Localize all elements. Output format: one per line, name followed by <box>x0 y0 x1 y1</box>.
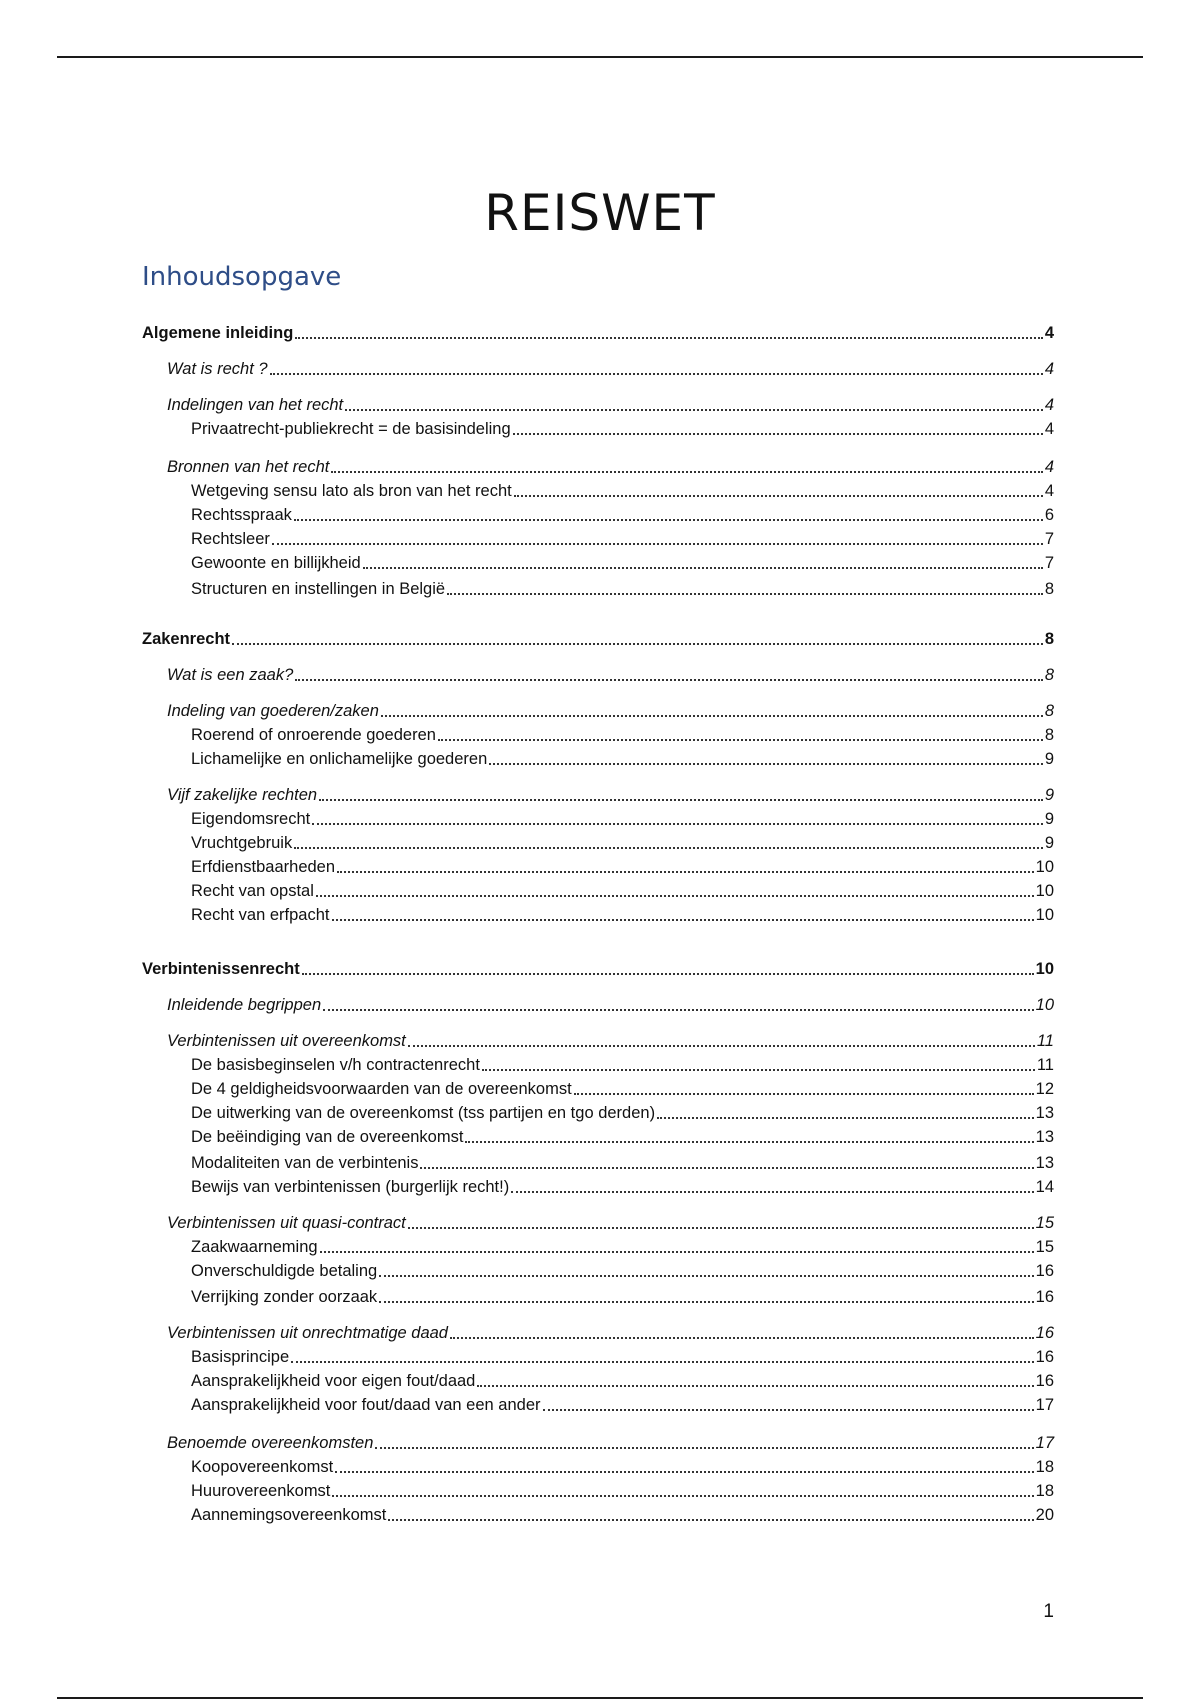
toc-entry[interactable] <box>142 1078 1054 1100</box>
toc-entry-page: 8 <box>1044 580 1054 598</box>
toc-entry-label: Zaakwaarneming <box>191 1238 318 1256</box>
toc-dot-leader <box>294 847 1043 849</box>
toc-entry-label: De basisbeginselen v/h contractenrecht <box>191 1056 480 1074</box>
toc-entry-page: 8 <box>1044 702 1054 720</box>
toc-entry[interactable] <box>142 1126 1054 1148</box>
toc-entry-page: 18 <box>1035 1458 1054 1476</box>
toc-entry[interactable] <box>142 1394 1054 1416</box>
toc-entry[interactable] <box>142 832 1054 854</box>
toc-dot-leader <box>232 643 1043 645</box>
toc-entry-label: Indeling van goederen/zaken <box>167 702 379 720</box>
toc-entry-label: Privaatrecht-publiekrecht = de basisindeling <box>191 420 511 438</box>
toc-entry[interactable] <box>142 578 1054 600</box>
toc-entry-page: 12 <box>1035 1080 1054 1098</box>
toc-dot-leader <box>332 1495 1033 1497</box>
toc-entry[interactable] <box>142 1370 1054 1392</box>
toc-entry-page: 16 <box>1035 1262 1054 1280</box>
toc-entry-label: Roerend of onroerende goederen <box>191 726 436 744</box>
toc-entry[interactable] <box>142 1176 1054 1198</box>
toc-dot-leader <box>337 871 1034 873</box>
toc-dot-leader <box>438 739 1043 741</box>
toc-entry[interactable] <box>142 504 1054 526</box>
toc-entry-label: Aansprakelijkheid voor fout/daad van een ander <box>191 1396 541 1414</box>
document-title: REISWET <box>484 183 716 242</box>
toc-entry-label: Verbintenissen uit quasi-contract <box>167 1214 406 1232</box>
toc-entry[interactable] <box>142 724 1054 746</box>
toc-entry-label: Erfdienstbaarheden <box>191 858 336 876</box>
toc-dot-leader <box>270 373 1043 375</box>
toc-entry-label: Benoemde overeenkomsten <box>167 1434 374 1452</box>
toc-dot-leader <box>295 337 1043 339</box>
toc-entry[interactable] <box>142 480 1054 502</box>
toc-entry-label: Modaliteiten van de verbintenis <box>191 1154 419 1172</box>
toc-entry[interactable] <box>142 1236 1054 1258</box>
toc-entry-page: 16 <box>1035 1288 1054 1306</box>
toc-dot-leader <box>295 679 1043 681</box>
toc-dot-leader <box>514 495 1043 497</box>
toc-dot-leader <box>465 1141 1033 1143</box>
toc-entry-label: Inleidende begrippen <box>167 996 322 1014</box>
toc-entry-page: 4 <box>1044 360 1054 378</box>
toc-dot-leader <box>294 519 1043 521</box>
toc-entry-page: 4 <box>1044 482 1054 500</box>
toc-entry[interactable] <box>142 552 1054 574</box>
toc-entry[interactable] <box>142 1432 1054 1454</box>
toc-entry[interactable] <box>142 418 1054 440</box>
toc-dot-leader <box>272 543 1043 545</box>
toc-dot-leader <box>388 1519 1033 1521</box>
toc-entry-label: Eigendomsrecht <box>191 810 311 828</box>
toc-dot-leader <box>312 823 1043 825</box>
toc-entry[interactable] <box>142 358 1054 380</box>
toc-entry-label: Algemene inleiding <box>142 324 294 342</box>
toc-entry[interactable] <box>142 1054 1054 1076</box>
toc-entry-page: 8 <box>1044 726 1054 744</box>
toc-entry-page: 15 <box>1035 1214 1054 1232</box>
toc-entry-label: Koopovereenkomst <box>191 1458 334 1476</box>
toc-dot-leader <box>375 1447 1033 1449</box>
toc-entry[interactable] <box>142 528 1054 550</box>
toc-dot-leader <box>511 1191 1033 1193</box>
toc-entry-label: Rechtsspraak <box>191 506 292 524</box>
toc-dot-leader <box>420 1167 1033 1169</box>
toc-entry-label: De uitwerking van de overeenkomst (tss partijen en tgo derden) <box>191 1104 656 1122</box>
toc-entry-page: 4 <box>1044 420 1054 438</box>
toc-entry[interactable] <box>142 1212 1054 1234</box>
toc-entry-label: Verbintenissen uit onrechtmatige daad <box>167 1324 448 1342</box>
toc-dot-leader <box>319 799 1043 801</box>
toc-entry[interactable] <box>142 664 1054 686</box>
page-number: 1 <box>1043 1601 1054 1622</box>
toc-entry[interactable] <box>142 880 1054 902</box>
toc-entry-label: Wat is recht ? <box>167 360 268 378</box>
toc-entry-label: Lichamelijke en onlichamelijke goederen <box>191 750 488 768</box>
toc-dot-leader <box>320 1251 1034 1253</box>
toc-entry-label: Recht van opstal <box>191 882 314 900</box>
toc-dot-leader <box>543 1409 1034 1411</box>
toc-dot-leader <box>447 593 1043 595</box>
toc-dot-leader <box>489 763 1043 765</box>
toc-entry-label: Verrijking zonder oorzaak <box>191 1288 378 1306</box>
toc-entry-label: Aansprakelijkheid voor eigen fout/daad <box>191 1372 476 1390</box>
toc-entry[interactable] <box>142 1480 1054 1502</box>
header-rule <box>57 56 1143 58</box>
toc-entry-page: 10 <box>1035 960 1054 978</box>
toc-entry-label: Wetgeving sensu lato als bron van het recht <box>191 482 512 500</box>
toc-entry-page: 13 <box>1035 1104 1054 1122</box>
toc-entry-page: 4 <box>1044 324 1054 342</box>
toc-entry-page: 17 <box>1035 1434 1054 1452</box>
toc-entry-label: Zakenrecht <box>142 630 231 648</box>
toc-dot-leader <box>332 919 1034 921</box>
toc-entry-label: De 4 geldigheidsvoorwaarden van de overeenkomst <box>191 1080 572 1098</box>
toc-entry-page: 9 <box>1044 810 1054 828</box>
toc-entry[interactable] <box>142 456 1054 478</box>
toc-entry-label: Bronnen van het recht <box>167 458 330 476</box>
toc-entry-page: 7 <box>1044 530 1054 548</box>
toc-dot-leader <box>335 1471 1033 1473</box>
toc-entry-page: 6 <box>1044 506 1054 524</box>
toc-dot-leader <box>302 973 1034 975</box>
toc-entry-page: 11 <box>1036 1056 1054 1074</box>
toc-entry-page: 7 <box>1044 554 1054 572</box>
toc-dot-leader <box>477 1385 1033 1387</box>
toc-entry-label: Onverschuldigde betaling <box>191 1262 378 1280</box>
toc-entry-page: 4 <box>1044 396 1054 414</box>
toc-entry-page: 13 <box>1035 1128 1054 1146</box>
toc-entry[interactable] <box>142 748 1054 770</box>
toc-entry[interactable] <box>142 1152 1054 1174</box>
toc-entry-label: Aannemingsovereenkomst <box>191 1506 387 1524</box>
toc-entry-page: 10 <box>1035 996 1054 1014</box>
footer-rule <box>57 1697 1143 1699</box>
toc-dot-leader <box>657 1117 1034 1119</box>
toc-entry[interactable] <box>142 394 1054 416</box>
toc-entry[interactable] <box>142 1456 1054 1478</box>
toc-entry[interactable] <box>142 958 1054 980</box>
toc-entry-page: 13 <box>1035 1154 1054 1172</box>
toc-entry-label: Indelingen van het recht <box>167 396 344 414</box>
toc-entry-page: 14 <box>1035 1178 1054 1196</box>
toc-dot-leader <box>450 1337 1034 1339</box>
toc-entry-page: 8 <box>1044 630 1054 648</box>
toc-entry-page: 9 <box>1044 786 1054 804</box>
toc-entry[interactable] <box>142 904 1054 926</box>
toc-dot-leader <box>323 1009 1034 1011</box>
toc-entry-page: 10 <box>1035 906 1054 924</box>
toc-entry-page: 8 <box>1044 666 1054 684</box>
toc-entry-page: 15 <box>1035 1238 1054 1256</box>
toc-entry[interactable] <box>142 994 1054 1016</box>
toc-dot-leader <box>379 1301 1033 1303</box>
toc-entry[interactable] <box>142 1346 1054 1368</box>
toc-dot-leader <box>513 433 1043 435</box>
toc-entry[interactable] <box>142 1102 1054 1124</box>
toc-dot-leader <box>408 1227 1034 1229</box>
toc-dot-leader <box>363 567 1043 569</box>
toc-entry-page: 20 <box>1035 1506 1054 1524</box>
toc-entry-page: 18 <box>1035 1482 1054 1500</box>
toc-entry[interactable] <box>142 784 1054 806</box>
toc-entry-page: 9 <box>1044 834 1054 852</box>
toc-dot-leader <box>316 895 1034 897</box>
toc-entry[interactable] <box>142 322 1054 344</box>
toc-dot-leader <box>574 1093 1034 1095</box>
toc-entry-label: Recht van erfpacht <box>191 906 330 924</box>
toc-entry-page: 16 <box>1035 1372 1054 1390</box>
toc-entry-label: De beëindiging van de overeenkomst <box>191 1128 464 1146</box>
toc-entry-label: Rechtsleer <box>191 530 270 548</box>
toc-entry-label: Structuren en instellingen in België <box>191 580 446 598</box>
toc-heading: Inhoudsopgave <box>142 262 342 292</box>
toc-entry[interactable] <box>142 856 1054 878</box>
toc-entry-page: 11 <box>1036 1032 1054 1050</box>
toc-entry-label: Gewoonte en billijkheid <box>191 554 361 572</box>
toc-entry[interactable] <box>142 1260 1054 1282</box>
toc-entry-page: 9 <box>1044 750 1054 768</box>
toc-dot-leader <box>345 409 1043 411</box>
toc-entry[interactable] <box>142 808 1054 830</box>
toc-entry[interactable] <box>142 628 1054 650</box>
toc-entry[interactable] <box>142 1030 1054 1052</box>
toc-entry-label: Vijf zakelijke rechten <box>167 786 318 804</box>
toc-entry-page: 10 <box>1035 858 1054 876</box>
toc-entry[interactable] <box>142 1504 1054 1526</box>
toc-entry-label: Verbintenissen uit overeenkomst <box>167 1032 406 1050</box>
toc-entry-label: Bewijs van verbintenissen (burgerlijk recht!) <box>191 1178 510 1196</box>
toc-entry-page: 16 <box>1035 1324 1054 1342</box>
toc-dot-leader <box>379 1275 1033 1277</box>
toc-dot-leader <box>331 471 1042 473</box>
toc-dot-leader <box>381 715 1043 717</box>
toc-entry[interactable] <box>142 1286 1054 1308</box>
toc-dot-leader <box>482 1069 1035 1071</box>
toc-entry-page: 16 <box>1035 1348 1054 1366</box>
toc-entry-label: Verbintenissenrecht <box>142 960 300 978</box>
toc-dot-leader <box>408 1045 1035 1047</box>
toc-entry-page: 4 <box>1044 458 1054 476</box>
toc-entry-label: Vruchtgebruik <box>191 834 293 852</box>
toc-entry-label: Basisprincipe <box>191 1348 290 1366</box>
toc-entry-label: Wat is een zaak? <box>167 666 294 684</box>
toc-entry-page: 10 <box>1035 882 1054 900</box>
toc-entry-page: 17 <box>1035 1396 1054 1414</box>
toc-entry[interactable] <box>142 700 1054 722</box>
toc-entry[interactable] <box>142 1322 1054 1344</box>
toc-entry-label: Huurovereenkomst <box>191 1482 331 1500</box>
toc-dot-leader <box>291 1361 1034 1363</box>
